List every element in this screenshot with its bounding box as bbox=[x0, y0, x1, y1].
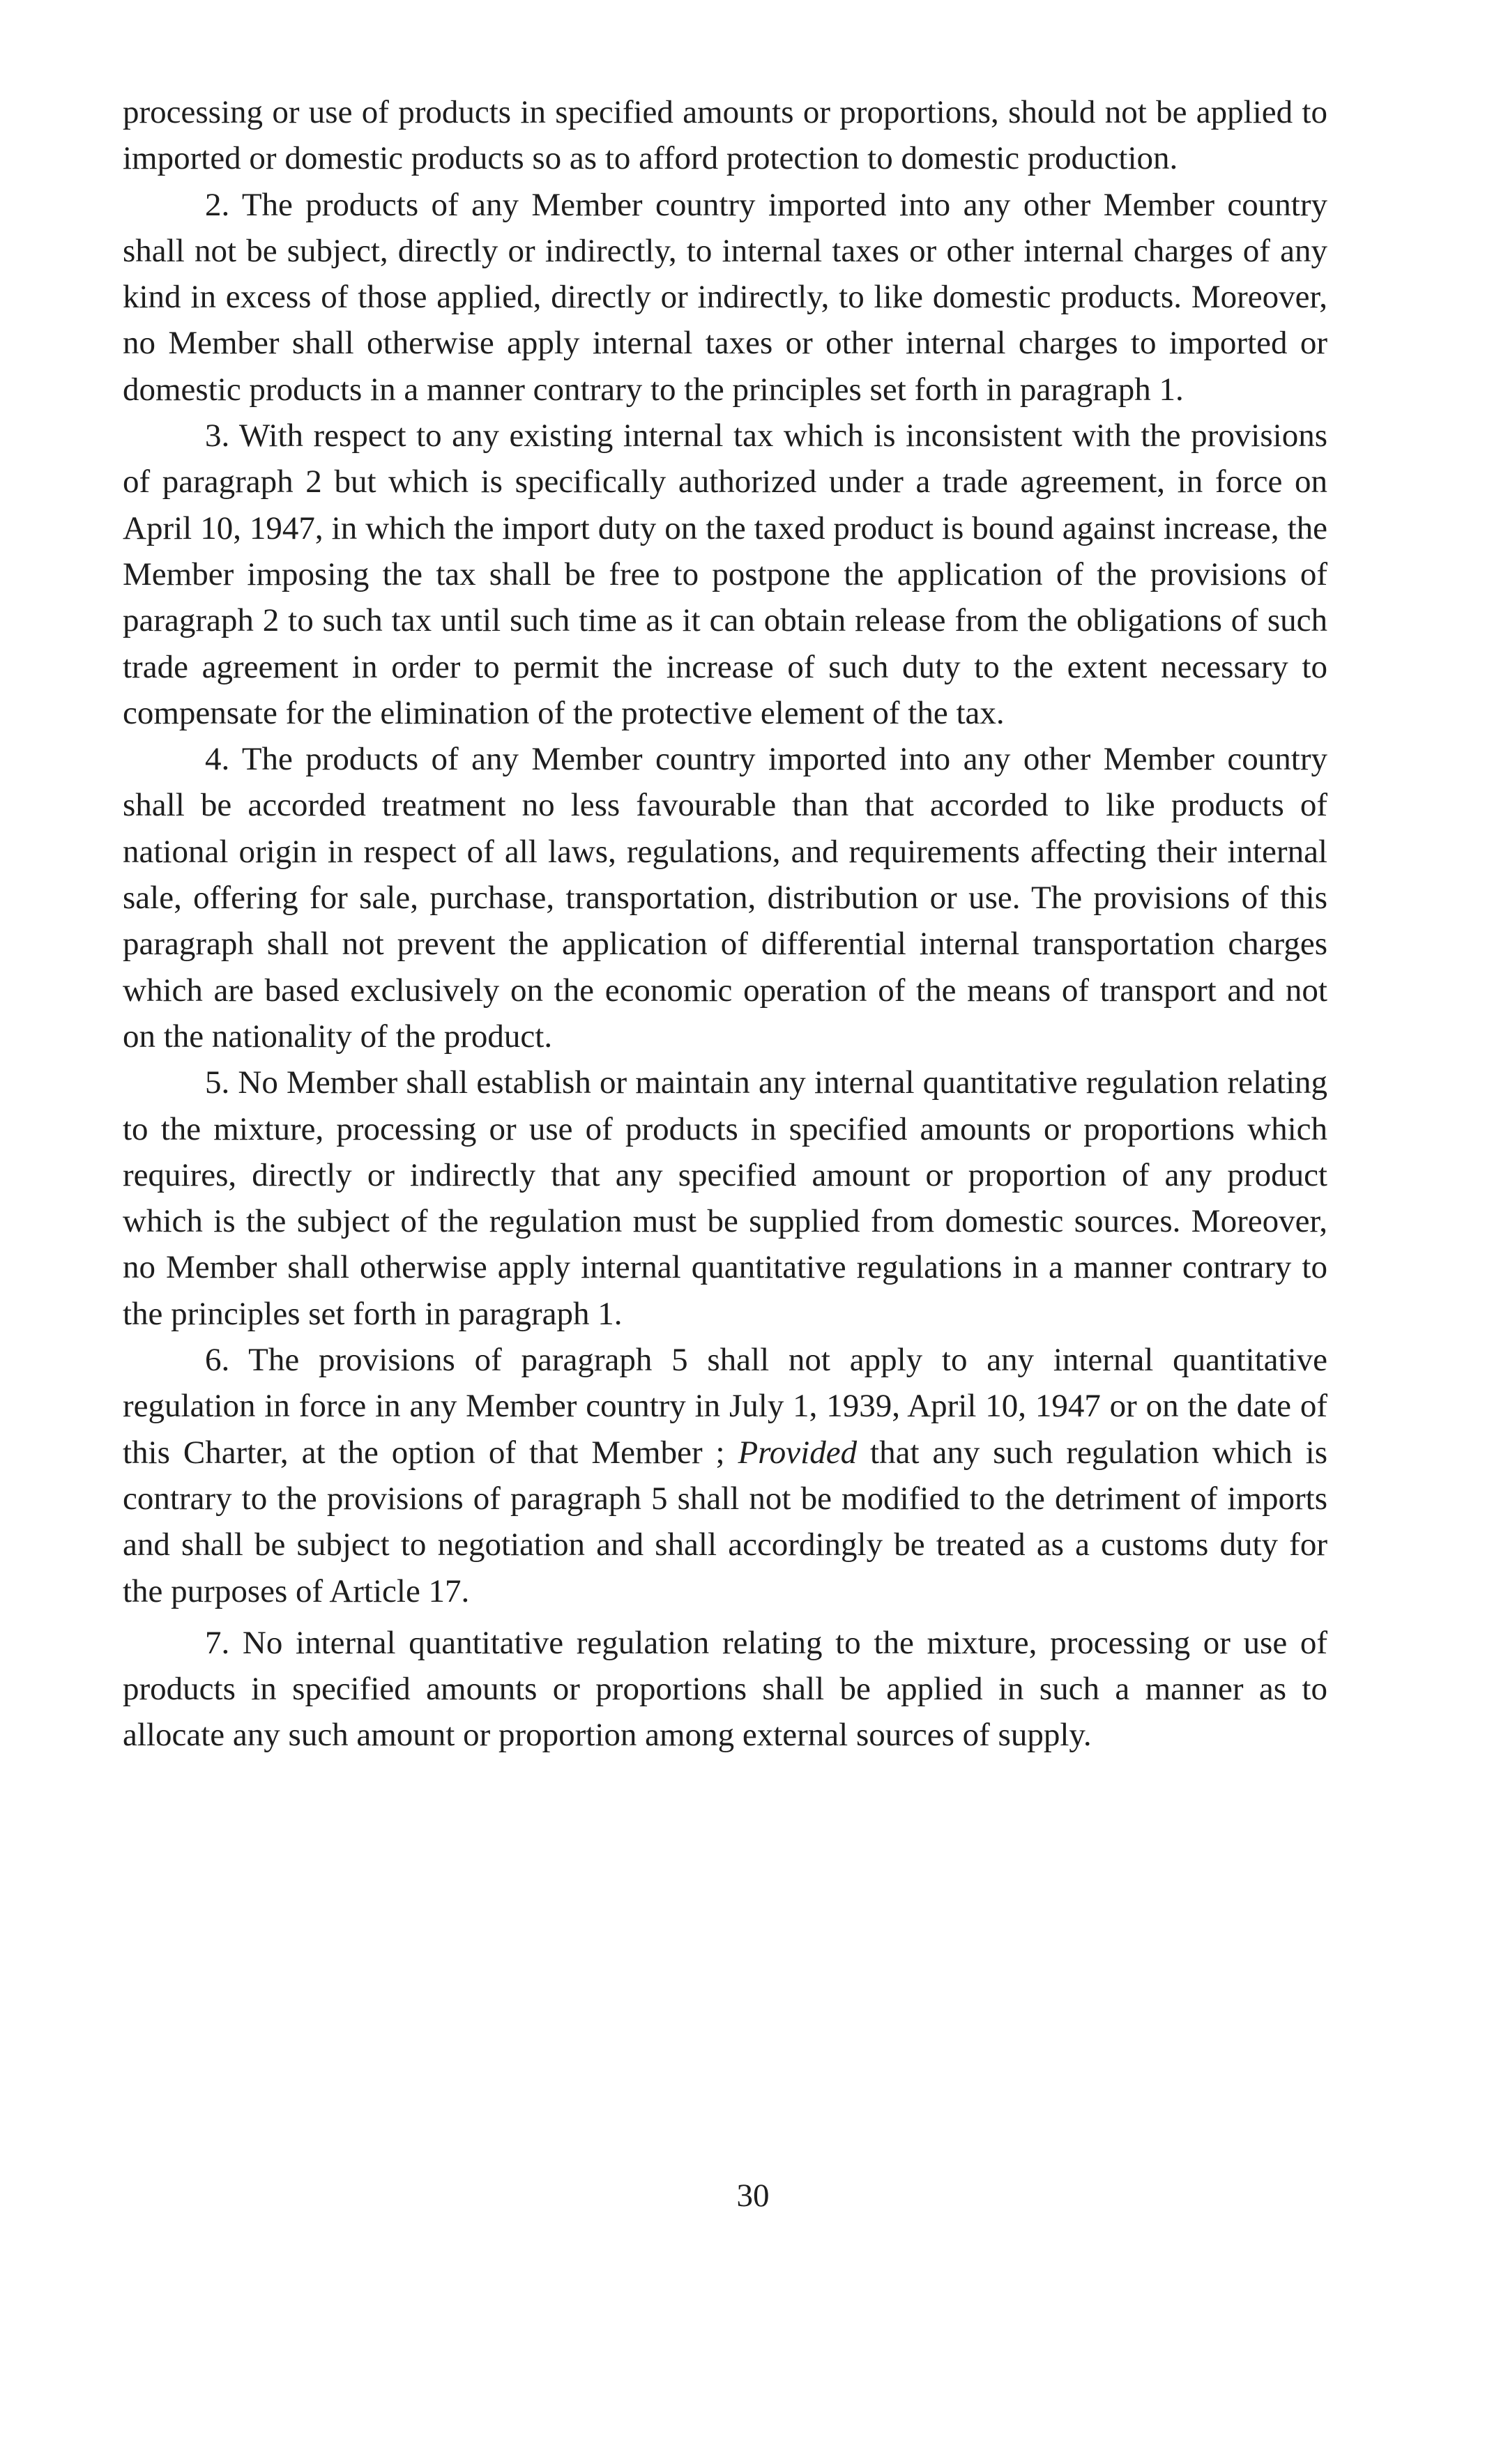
page-number: 30 bbox=[736, 2178, 770, 2214]
paragraph-number: 4. bbox=[205, 741, 230, 778]
page-body bbox=[123, 89, 1327, 1759]
paragraph-text: The products of any Member country imported into any other Member country shall not be subject, directly or indirectly, to internal taxes or other internal charges of any kind in excess of those applied, directly or indirectly, to like domestic products. Moreover, no Member shall otherwise apply internal taxes or other internal charges to imported or domestic products in a manner contrary to the principles set forth in paragraph 1. bbox=[123, 186, 1327, 408]
paragraph-7 bbox=[123, 1620, 1327, 1759]
paragraph-number: 5. bbox=[205, 1064, 230, 1101]
paragraph-number: 2. bbox=[205, 186, 230, 223]
paragraph-text: No Member shall establish or maintain any internal quantitative regulation relating to the mixture, processing or use of products in specified amounts or proportions which requires, directly or indirectly that any specified amount or proportion of any product which is the subject of the regulation must be supplied from domestic sources. Moreover, no Member shall otherwise apply internal quantitative regulations in a manner contrary to the principles set forth in paragraph 1. bbox=[123, 1064, 1328, 1332]
paragraph-3 bbox=[123, 413, 1327, 736]
paragraph-text: The provisions of paragraph 5 shall not apply to any internal quantitative regulation in force in any Member country in July 1, 1939, April 10, 1947 or on the date of this Charter, at the option of that Member ; bbox=[123, 1342, 1327, 1471]
paragraph-text-continued: that any such regulation which is contrary to the provisions of paragraph 5 shall not be modified to the detriment of imports and shall be subject to negotiation and shall accordingly be treated as a customs duty for the purposes of Article 17. bbox=[123, 1434, 1327, 1609]
paragraph-number: 7. bbox=[205, 1624, 230, 1661]
paragraph-2 bbox=[123, 182, 1327, 413]
paragraph-text: The products of any Member country imported into any other Member country shall be accorded treatment no less favourable than that accorded to like products of national origin in respect of all laws, regulations, and requirements affecting their internal sale, offering for sale, purchase, transportation, distribution or use. The provisions of this paragraph shall not prevent the application of differential internal transportation charges which are based exclusively on the economic operation of the means of transport and not on the nationality of the product. bbox=[123, 741, 1327, 1055]
paragraph-5 bbox=[123, 1059, 1327, 1337]
proviso-emphasis: Provided bbox=[738, 1434, 858, 1471]
paragraph-6 bbox=[123, 1337, 1327, 1614]
paragraph-1-continuation bbox=[123, 89, 1327, 182]
paragraph-text: processing or use of products in specified amounts or proportions, should not be applied to imported or domestic products so as to afford protection to domestic production. bbox=[123, 94, 1327, 177]
paragraph-text: No internal quantitative regulation relating to the mixture, processing or use of products in specified amounts or proportions shall be applied in such a manner as to allocate any such amount or proportion among external sources of supply. bbox=[123, 1624, 1328, 1754]
paragraph-text: With respect to any existing internal tax which is inconsistent with the provisions of paragraph 2 but which is specifically authorized under a trade agreement, in force on April 10, 1947, in which the import duty on the taxed product is bound against increase, the Member imposing the tax shall be free to postpone the application of the provisions of paragraph 2 to such tax until such time as it can obtain release from the obligations of such trade agreement in order to permit the increase of such duty to the extent necessary to compensate for the elimination of the protective element of the tax. bbox=[123, 418, 1327, 731]
paragraph-4 bbox=[123, 736, 1327, 1059]
paragraph-number: 3. bbox=[205, 418, 230, 454]
paragraph-number: 6. bbox=[205, 1342, 230, 1379]
